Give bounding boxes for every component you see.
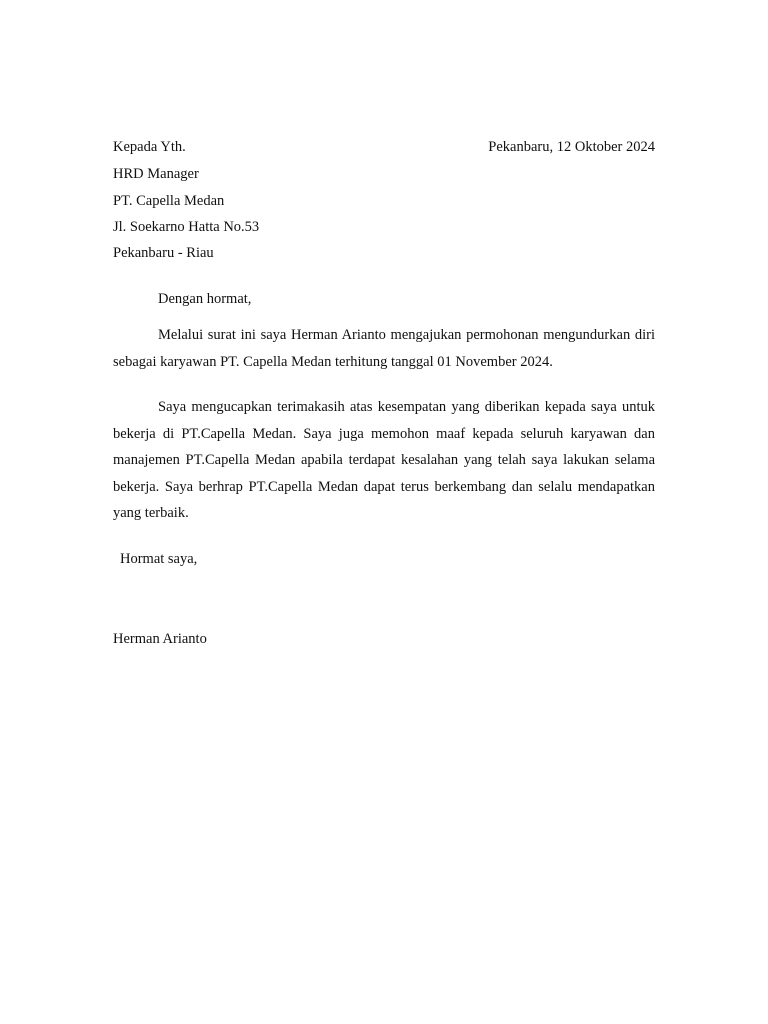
salutation: Dengan hormat, [158, 291, 252, 307]
letter-date: Pekanbaru, 12 Oktober 2024 [488, 139, 655, 155]
paragraph-gratitude: Saya mengucapkan terimakasih atas kesempatan yang diberikan kepada saya untuk bekerja di PT.Capella Medan. Saya juga memohon maaf kepada seluruh karyawan dan manajemen PT.Capella Medan apabila terdapat kesalahan yang telah saya lakukan selama bekerja. Saya berhrap PT.Capella Medan dapat terus berkembang dan selalu mendapatkan yang terbaik. [113, 399, 655, 521]
closing: Hormat saya, [120, 551, 198, 567]
recipient-greeting-to: Kepada Yth. [113, 139, 186, 155]
signer-name: Herman Arianto [113, 631, 207, 647]
recipient-street: Jl. Soekarno Hatta No.53 [113, 219, 260, 235]
recipient-company: PT. Capella Medan [113, 193, 225, 209]
recipient-position: HRD Manager [113, 166, 199, 182]
paragraph-resignation: Melalui surat ini saya Herman Arianto mengajukan permohonan mengundurkan diri sebagai karyawan PT. Capella Medan terhitung tanggal 01 November 2024. [113, 327, 655, 370]
recipient-city: Pekanbaru - Riau [113, 245, 214, 261]
